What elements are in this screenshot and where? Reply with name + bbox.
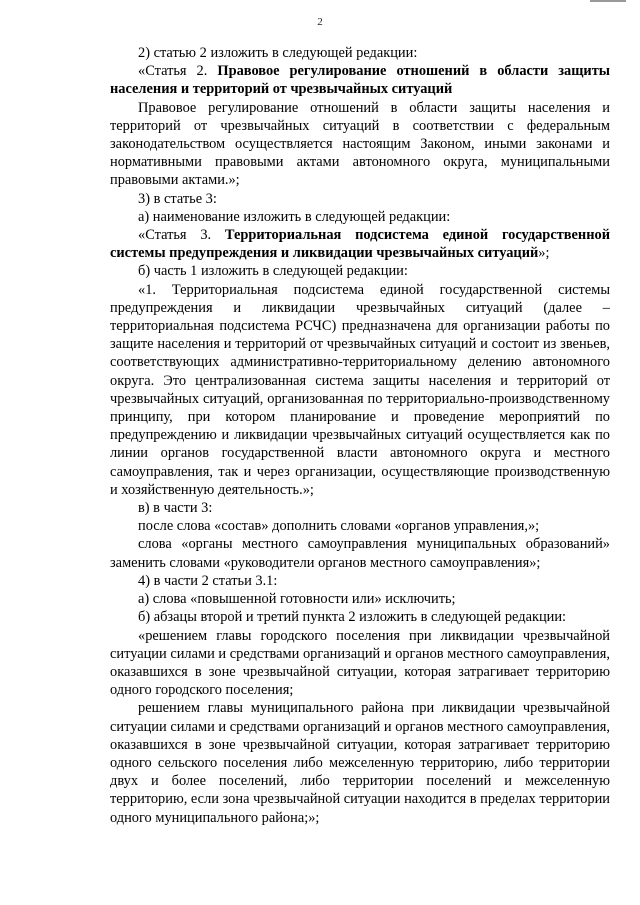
page-number: 2 (317, 16, 323, 28)
paragraph: а) слова «повышенной готовности или» исключить; (138, 591, 456, 608)
paragraph: «решением главы городского поселения при ликвидации чрезвычайной ситуации силами и средствами организаций и органов местного самоуправления, оказавшихся в зоне чрезвычайной ситуации, которая затрагивает территорию одного городского поселения; (110, 627, 610, 699)
paragraph: 2) статью 2 изложить в следующей редакции: (138, 45, 418, 61)
paragraph: б) абзацы второй и третий пункта 2 изложить в следующей редакции: (138, 609, 567, 626)
document-body (110, 44, 610, 827)
article-3-heading (110, 226, 610, 262)
paragraph: Правовое регулирование отношений в области защиты населения и территорий от чрезвычайных ситуаций в соответствии с федеральным законодательством осуществляется настоящим Законом, иными законами и нормативными правовыми актами автономного округа, муниципальными правовыми актами.»; (110, 99, 610, 189)
article-3-title: Территориальная подсистема единой государственной системы предупреждения и ликвидации чрезвычайных ситуаций (110, 227, 610, 262)
paragraph: в) в части 3: (138, 500, 213, 517)
article-3-suffix: »; (538, 245, 550, 262)
paragraph: решением главы муниципального района при ликвидации чрезвычайной ситуации силами и средствами организаций и органов местного самоуправления, оказавшихся в зоне чрезвычайной ситуации, которая затрагивает территорию одного сельского поселения либо межселенную территорию, либо территории двух и более поселений, либо территории поселений и межселенную территорию, если зона чрезвычайной ситуации находится в пределах территории одного муниципального района;»; (110, 700, 610, 826)
paragraph: а) наименование изложить в следующей редакции: (138, 208, 451, 225)
paragraph: 4) в части 2 статьи 3.1: (138, 572, 278, 589)
paragraph: слова «органы местного самоуправления муниципальных образований» заменить словами «руководители органов местного самоуправления»; (110, 536, 610, 571)
article-2-title: Правовое регулирование отношений в области защиты населения и территорий от чрезвычайных ситуаций (110, 63, 610, 98)
scan-edge-mark (590, 0, 626, 2)
paragraph: «1. Территориальная подсистема единой государственной системы предупреждения и ликвидации чрезвычайных ситуаций (далее – территориальная подсистема РСЧС) предназначена для организации работы по защите населения и территорий от чрезвычайных ситуаций и состоит из звеньев, соответствующих административно-территориальному делению автономного округа. Это централизованная система защиты населения и территорий от чрезвычайных ситуаций, организованная по территориально-производственному принципу, при котором планирование и проведение мероприятий по предупреждению и ликвидации чрезвычайных ситуаций осуществляется как по линии органов государственной власти автономного округа и местного самоуправления, так и через организации, осуществляющие производственную и хозяйственную деятельность.»; (110, 281, 610, 498)
article-2-heading (110, 62, 610, 98)
paragraph: б) часть 1 изложить в следующей редакции: (138, 263, 408, 280)
paragraph: 3) в статье 3: (138, 190, 217, 207)
article-2-prefix: «Статья 2. (138, 63, 218, 80)
article-3-prefix: «Статья 3. (138, 227, 225, 244)
paragraph: после слова «состав» дополнить словами «органов управления,»; (138, 518, 540, 535)
